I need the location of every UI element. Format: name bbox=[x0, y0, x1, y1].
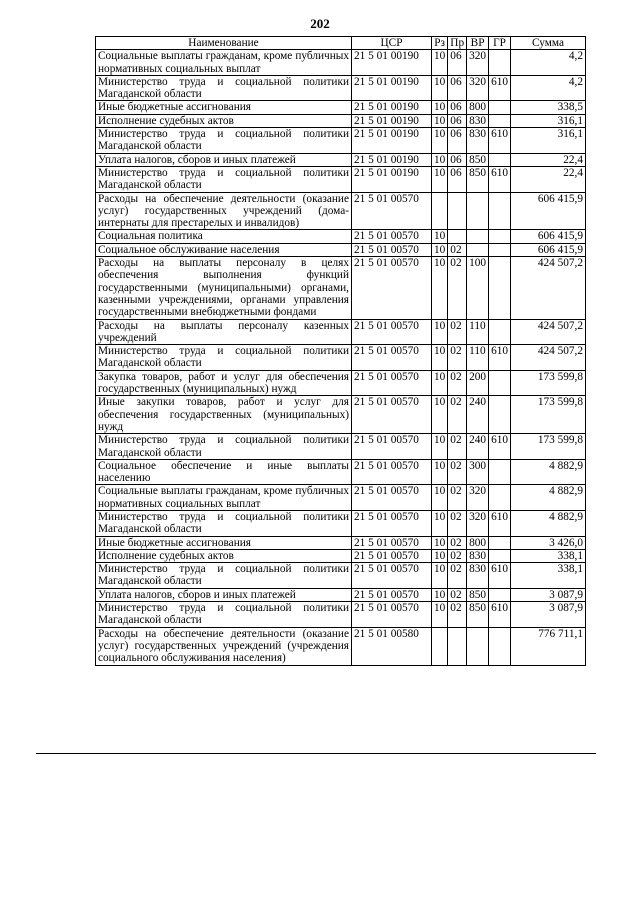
row-name: Министерство труда и социальной политики Магаданской области bbox=[96, 345, 352, 371]
row-sum: 338,1 bbox=[511, 549, 586, 562]
row-pr: 02 bbox=[448, 459, 467, 485]
row-csr: 21 5 01 00570 bbox=[352, 459, 432, 485]
table-row bbox=[96, 370, 586, 396]
row-vr: 320 bbox=[467, 50, 489, 76]
row-csr: 21 5 01 00570 bbox=[352, 485, 432, 511]
table-row bbox=[96, 549, 586, 562]
row-sum: 4,2 bbox=[511, 50, 586, 76]
table-row bbox=[96, 563, 586, 589]
row-sum: 316,1 bbox=[511, 128, 586, 154]
row-name: Министерство труда и социальной политики Магаданской области bbox=[96, 602, 352, 628]
row-csr: 21 5 01 00570 bbox=[352, 549, 432, 562]
page-number: 202 bbox=[310, 16, 330, 31]
row-sum: 424 507,2 bbox=[511, 345, 586, 371]
row-gr: 610 bbox=[489, 166, 511, 192]
row-sum: 424 507,2 bbox=[511, 319, 586, 345]
header-rz: Рз bbox=[432, 37, 448, 50]
row-sum: 3 426,0 bbox=[511, 536, 586, 549]
row-pr: 06 bbox=[448, 166, 467, 192]
row-sum: 338,5 bbox=[511, 101, 586, 114]
row-rz: 10 bbox=[432, 230, 448, 243]
row-pr: 02 bbox=[448, 485, 467, 511]
row-csr: 21 5 01 00570 bbox=[352, 243, 432, 256]
row-pr: 06 bbox=[448, 153, 467, 166]
row-sum: 606 415,9 bbox=[511, 192, 586, 230]
header-gr: ГР bbox=[489, 37, 511, 50]
row-rz: 10 bbox=[432, 459, 448, 485]
header-sum: Сумма bbox=[511, 37, 586, 50]
row-gr bbox=[489, 257, 511, 319]
row-vr: 240 bbox=[467, 396, 489, 434]
row-vr bbox=[467, 627, 489, 665]
row-sum: 606 415,9 bbox=[511, 243, 586, 256]
table-row bbox=[96, 602, 586, 628]
row-pr: 02 bbox=[448, 434, 467, 460]
row-gr bbox=[489, 588, 511, 601]
row-rz: 10 bbox=[432, 153, 448, 166]
row-csr: 21 5 01 00190 bbox=[352, 114, 432, 127]
row-vr: 800 bbox=[467, 101, 489, 114]
row-pr: 06 bbox=[448, 128, 467, 154]
row-pr: 02 bbox=[448, 370, 467, 396]
row-gr bbox=[489, 319, 511, 345]
row-name: Уплата налогов, сборов и иных платежей bbox=[96, 588, 352, 601]
row-pr: 06 bbox=[448, 75, 467, 101]
table-row bbox=[96, 627, 586, 665]
table-row bbox=[96, 345, 586, 371]
row-rz: 10 bbox=[432, 50, 448, 76]
row-csr: 21 5 01 00570 bbox=[352, 510, 432, 536]
row-name: Министерство труда и социальной политики Магаданской области bbox=[96, 510, 352, 536]
row-sum: 173 599,8 bbox=[511, 434, 586, 460]
row-gr bbox=[489, 627, 511, 665]
row-csr: 21 5 01 00570 bbox=[352, 396, 432, 434]
row-vr: 110 bbox=[467, 345, 489, 371]
row-vr: 850 bbox=[467, 588, 489, 601]
row-gr: 610 bbox=[489, 128, 511, 154]
table-row bbox=[96, 75, 586, 101]
row-sum: 22,4 bbox=[511, 166, 586, 192]
row-rz: 10 bbox=[432, 243, 448, 256]
row-pr: 02 bbox=[448, 243, 467, 256]
row-rz: 10 bbox=[432, 319, 448, 345]
header-csr: ЦСР bbox=[352, 37, 432, 50]
row-vr: 830 bbox=[467, 114, 489, 127]
row-sum: 606 415,9 bbox=[511, 230, 586, 243]
row-sum: 424 507,2 bbox=[511, 257, 586, 319]
row-name: Социальные выплаты гражданам, кроме публичных нормативных социальных выплат bbox=[96, 50, 352, 76]
header-row bbox=[96, 37, 586, 50]
row-rz: 10 bbox=[432, 485, 448, 511]
row-csr: 21 5 01 00190 bbox=[352, 101, 432, 114]
row-rz bbox=[432, 627, 448, 665]
row-name: Социальное обеспечение и иные выплаты населению bbox=[96, 459, 352, 485]
row-pr: 06 bbox=[448, 50, 467, 76]
row-sum: 4,2 bbox=[511, 75, 586, 101]
row-rz: 10 bbox=[432, 101, 448, 114]
row-csr: 21 5 01 00570 bbox=[352, 230, 432, 243]
row-name: Министерство труда и социальной политики Магаданской области bbox=[96, 75, 352, 101]
table-row bbox=[96, 459, 586, 485]
row-vr: 320 bbox=[467, 75, 489, 101]
row-gr bbox=[489, 549, 511, 562]
table-row bbox=[96, 128, 586, 154]
table-row bbox=[96, 166, 586, 192]
header-name: Наименование bbox=[96, 37, 352, 50]
row-pr: 02 bbox=[448, 257, 467, 319]
table-row bbox=[96, 243, 586, 256]
row-sum: 4 882,9 bbox=[511, 485, 586, 511]
row-vr: 850 bbox=[467, 153, 489, 166]
row-sum: 4 882,9 bbox=[511, 510, 586, 536]
row-pr: 02 bbox=[448, 549, 467, 562]
table-row bbox=[96, 510, 586, 536]
row-csr: 21 5 01 00190 bbox=[352, 50, 432, 76]
header-pr: Пр bbox=[448, 37, 467, 50]
row-name: Расходы на выплаты персоналу в целях обеспечения выполнения функций государственными (муниципальными) органами, казенными учреждениями, органами управления государственными внебюджетными фондами bbox=[96, 257, 352, 319]
row-gr bbox=[489, 459, 511, 485]
table-row bbox=[96, 230, 586, 243]
row-rz: 10 bbox=[432, 166, 448, 192]
row-csr: 21 5 01 00570 bbox=[352, 563, 432, 589]
row-name: Закупка товаров, работ и услуг для обеспечения государственных (муниципальных) нужд bbox=[96, 370, 352, 396]
row-vr bbox=[467, 230, 489, 243]
row-vr: 850 bbox=[467, 602, 489, 628]
row-gr: 610 bbox=[489, 510, 511, 536]
row-gr: 610 bbox=[489, 75, 511, 101]
row-name: Исполнение судебных актов bbox=[96, 549, 352, 562]
row-csr: 21 5 01 00580 bbox=[352, 627, 432, 665]
row-name: Министерство труда и социальной политики Магаданской области bbox=[96, 166, 352, 192]
row-vr bbox=[467, 192, 489, 230]
row-pr: 02 bbox=[448, 345, 467, 371]
row-rz: 10 bbox=[432, 563, 448, 589]
row-gr bbox=[489, 114, 511, 127]
table-row bbox=[96, 588, 586, 601]
row-gr bbox=[489, 396, 511, 434]
row-gr bbox=[489, 153, 511, 166]
row-sum: 316,1 bbox=[511, 114, 586, 127]
table-row bbox=[96, 396, 586, 434]
row-name: Уплата налогов, сборов и иных платежей bbox=[96, 153, 352, 166]
row-csr: 21 5 01 00190 bbox=[352, 153, 432, 166]
row-gr bbox=[489, 230, 511, 243]
row-vr: 830 bbox=[467, 563, 489, 589]
row-sum: 776 711,1 bbox=[511, 627, 586, 665]
row-csr: 21 5 01 00570 bbox=[352, 434, 432, 460]
row-rz: 10 bbox=[432, 536, 448, 549]
row-name: Министерство труда и социальной политики Магаданской области bbox=[96, 563, 352, 589]
row-gr bbox=[489, 243, 511, 256]
row-csr: 21 5 01 00570 bbox=[352, 370, 432, 396]
table-row bbox=[96, 434, 586, 460]
row-gr bbox=[489, 485, 511, 511]
row-pr bbox=[448, 230, 467, 243]
row-rz: 10 bbox=[432, 370, 448, 396]
row-csr: 21 5 01 00190 bbox=[352, 75, 432, 101]
row-rz bbox=[432, 192, 448, 230]
row-rz: 10 bbox=[432, 114, 448, 127]
row-gr bbox=[489, 192, 511, 230]
table-row bbox=[96, 114, 586, 127]
row-sum: 338,1 bbox=[511, 563, 586, 589]
row-name: Иные закупки товаров, работ и услуг для обеспечения государственных (муниципальных) нужд bbox=[96, 396, 352, 434]
table-row bbox=[96, 257, 586, 319]
row-vr: 320 bbox=[467, 485, 489, 511]
row-name: Расходы на выплаты персоналу казенных учреждений bbox=[96, 319, 352, 345]
row-csr: 21 5 01 00570 bbox=[352, 192, 432, 230]
row-sum: 3 087,9 bbox=[511, 588, 586, 601]
row-name: Расходы на обеспечение деятельности (оказание услуг) государственных учреждений (учреждения социального обслуживания населения) bbox=[96, 627, 352, 665]
row-rz: 10 bbox=[432, 75, 448, 101]
row-name: Исполнение судебных актов bbox=[96, 114, 352, 127]
row-rz: 10 bbox=[432, 257, 448, 319]
row-rz: 10 bbox=[432, 549, 448, 562]
row-rz: 10 bbox=[432, 345, 448, 371]
row-name: Расходы на обеспечение деятельности (оказание услуг) государственных учреждений (дома-интернаты для престарелых и инвалидов) bbox=[96, 192, 352, 230]
row-name: Социальные выплаты гражданам, кроме публичных нормативных социальных выплат bbox=[96, 485, 352, 511]
row-name: Министерство труда и социальной политики Магаданской области bbox=[96, 434, 352, 460]
row-sum: 4 882,9 bbox=[511, 459, 586, 485]
row-csr: 21 5 01 00190 bbox=[352, 128, 432, 154]
row-rz: 10 bbox=[432, 434, 448, 460]
row-gr: 610 bbox=[489, 345, 511, 371]
row-pr: 06 bbox=[448, 101, 467, 114]
row-gr bbox=[489, 50, 511, 76]
row-pr: 02 bbox=[448, 563, 467, 589]
row-gr: 610 bbox=[489, 434, 511, 460]
row-csr: 21 5 01 00570 bbox=[352, 319, 432, 345]
row-vr: 830 bbox=[467, 549, 489, 562]
row-vr: 830 bbox=[467, 128, 489, 154]
row-rz: 10 bbox=[432, 588, 448, 601]
row-pr bbox=[448, 627, 467, 665]
row-sum: 3 087,9 bbox=[511, 602, 586, 628]
row-pr: 02 bbox=[448, 588, 467, 601]
row-name: Социальная политика bbox=[96, 230, 352, 243]
row-pr: 02 bbox=[448, 510, 467, 536]
row-pr: 06 bbox=[448, 114, 467, 127]
row-vr bbox=[467, 243, 489, 256]
row-sum: 22,4 bbox=[511, 153, 586, 166]
row-rz: 10 bbox=[432, 510, 448, 536]
row-rz: 10 bbox=[432, 396, 448, 434]
row-csr: 21 5 01 00570 bbox=[352, 536, 432, 549]
row-name: Иные бюджетные ассигнования bbox=[96, 536, 352, 549]
footer-rule bbox=[36, 753, 596, 754]
row-csr: 21 5 01 00570 bbox=[352, 588, 432, 601]
row-pr: 02 bbox=[448, 396, 467, 434]
table-row bbox=[96, 101, 586, 114]
table-row bbox=[96, 536, 586, 549]
row-pr bbox=[448, 192, 467, 230]
row-vr: 800 bbox=[467, 536, 489, 549]
row-csr: 21 5 01 00570 bbox=[352, 602, 432, 628]
table-row bbox=[96, 50, 586, 76]
row-gr: 610 bbox=[489, 602, 511, 628]
row-vr: 200 bbox=[467, 370, 489, 396]
row-csr: 21 5 01 00570 bbox=[352, 345, 432, 371]
row-name: Иные бюджетные ассигнования bbox=[96, 101, 352, 114]
row-pr: 02 bbox=[448, 319, 467, 345]
row-csr: 21 5 01 00190 bbox=[352, 166, 432, 192]
row-csr: 21 5 01 00570 bbox=[352, 257, 432, 319]
row-vr: 300 bbox=[467, 459, 489, 485]
row-pr: 02 bbox=[448, 602, 467, 628]
table-row bbox=[96, 192, 586, 230]
row-rz: 10 bbox=[432, 128, 448, 154]
row-gr bbox=[489, 101, 511, 114]
row-name: Министерство труда и социальной политики Магаданской области bbox=[96, 128, 352, 154]
row-vr: 240 bbox=[467, 434, 489, 460]
row-gr bbox=[489, 370, 511, 396]
budget-table bbox=[95, 36, 586, 666]
table-row bbox=[96, 485, 586, 511]
row-sum: 173 599,8 bbox=[511, 370, 586, 396]
row-sum: 173 599,8 bbox=[511, 396, 586, 434]
row-pr: 02 bbox=[448, 536, 467, 549]
row-vr: 110 bbox=[467, 319, 489, 345]
row-rz: 10 bbox=[432, 602, 448, 628]
row-vr: 100 bbox=[467, 257, 489, 319]
row-gr: 610 bbox=[489, 563, 511, 589]
table-row bbox=[96, 319, 586, 345]
row-name: Социальное обслуживание населения bbox=[96, 243, 352, 256]
row-gr bbox=[489, 536, 511, 549]
table-row bbox=[96, 153, 586, 166]
row-vr: 850 bbox=[467, 166, 489, 192]
row-vr: 320 bbox=[467, 510, 489, 536]
header-vr: ВР bbox=[467, 37, 489, 50]
